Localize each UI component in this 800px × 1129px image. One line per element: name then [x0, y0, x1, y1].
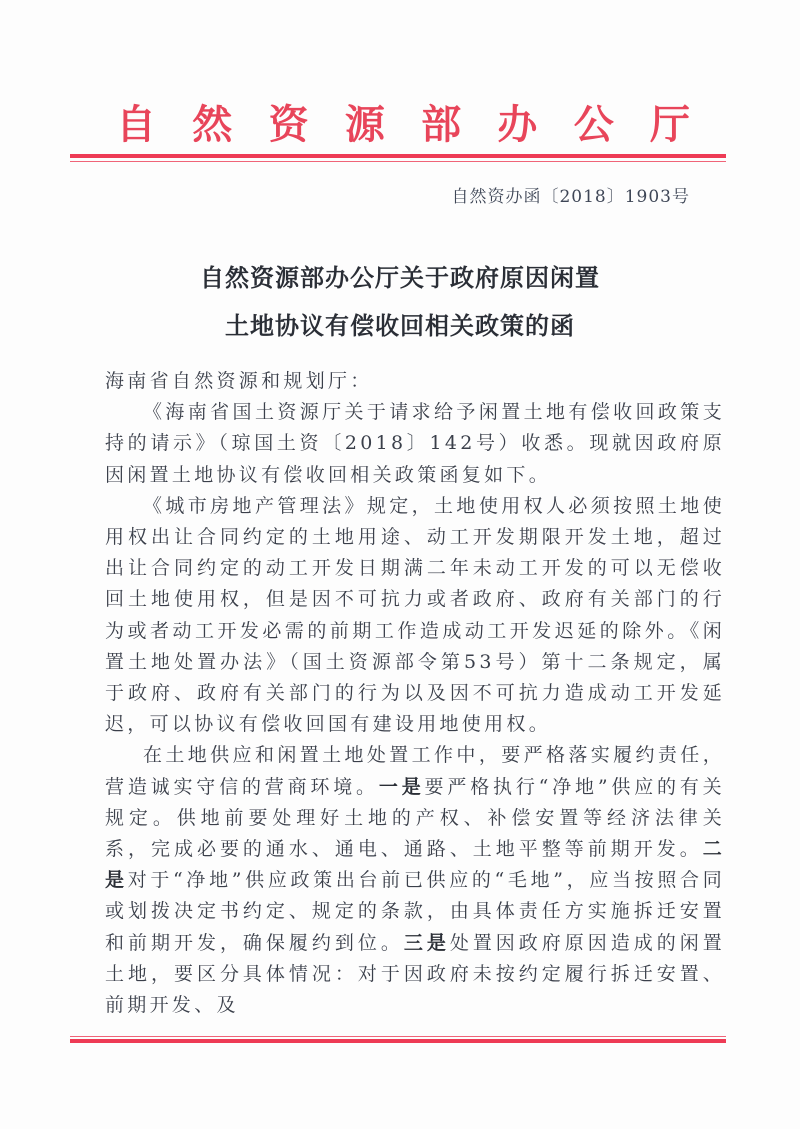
- point-two-text: 对于“净地”供应政策出台前已供应的“毛地”，应当按照合同或划拨决定书约定、规定的条款，由具体责任方实施拆迁安置和前期开发，确保履约到位。: [105, 869, 725, 954]
- document-title-line-2: 土地协议有偿收回相关政策的函: [225, 312, 575, 340]
- document-number: 自然资办函〔2018〕1903号: [451, 187, 690, 207]
- point-three-text: 处置因政府原因造成的闲置土地，要区分具体情况：对于因政府未按约定履行拆迁安置、前期开发、及: [105, 931, 725, 1017]
- masthead-char: 自: [116, 102, 156, 148]
- masthead-char: 源: [344, 102, 385, 148]
- point-two-label: 二是: [105, 838, 725, 892]
- masthead-issuer: [72, 100, 728, 150]
- masthead-char: 办: [497, 102, 538, 148]
- document-body: [105, 366, 725, 1021]
- document-title-line-1: 自然资源部办公厅关于政府原因闲置: [200, 264, 600, 292]
- masthead-char: 部: [421, 102, 462, 148]
- masthead-char: 公: [573, 102, 614, 148]
- point-one-label: 一是: [378, 775, 425, 798]
- paragraph-2: 《城市房地产管理法》规定，土地使用权人必须按照土地使用权出让合同约定的土地用途、动工开发期限开发土地，超过出让合同约定的动工开发日期满二年未动工开发的可以无偿收回土地使用权，但是因不可抗力或者政府、政府有关部门的行为或者动工开发必需的前期工作造成动工开发迟延的除外。《闲置土地处置办法》（国土资源部令第53号）第十二条规定，属于政府、政府有关部门的行为以及因不可抗力造成动工开发延迟，可以协议有偿收回国有建设用地使用权。: [105, 494, 725, 736]
- masthead-char: 然: [192, 102, 233, 148]
- masthead-char: 资: [268, 102, 309, 148]
- bottom-red-rule-thin: [70, 1036, 726, 1037]
- paragraph-1: 《海南省国土资源厅关于请求给予闲置土地有偿收回政策支持的请示》（琼国土资〔2018〕142号）收悉。现就因政府原因闲置土地协议有偿收回相关政策函复如下。: [105, 401, 725, 486]
- point-one-text: 要严格执行“净地”供应的有关规定。供地前要处理好土地的产权、补偿安置等经济法律关系，完成必要的通水、通电、通路、土地平整等前期开发。: [105, 775, 725, 861]
- masthead-char: 厅: [649, 102, 690, 148]
- salutation: 海南省自然资源和规划厅：: [105, 370, 373, 392]
- paragraph-3-intro: 在土地供应和闲置土地处置工作中，要严格落实履约责任，营造诚实守信的营商环境。: [105, 744, 725, 798]
- top-red-rule-thin: [70, 161, 726, 162]
- bottom-red-rule-thick: [70, 1039, 726, 1043]
- top-red-rule-thick: [70, 154, 726, 158]
- point-three-label: 三是: [403, 931, 450, 954]
- paragraph-3: [105, 740, 725, 1021]
